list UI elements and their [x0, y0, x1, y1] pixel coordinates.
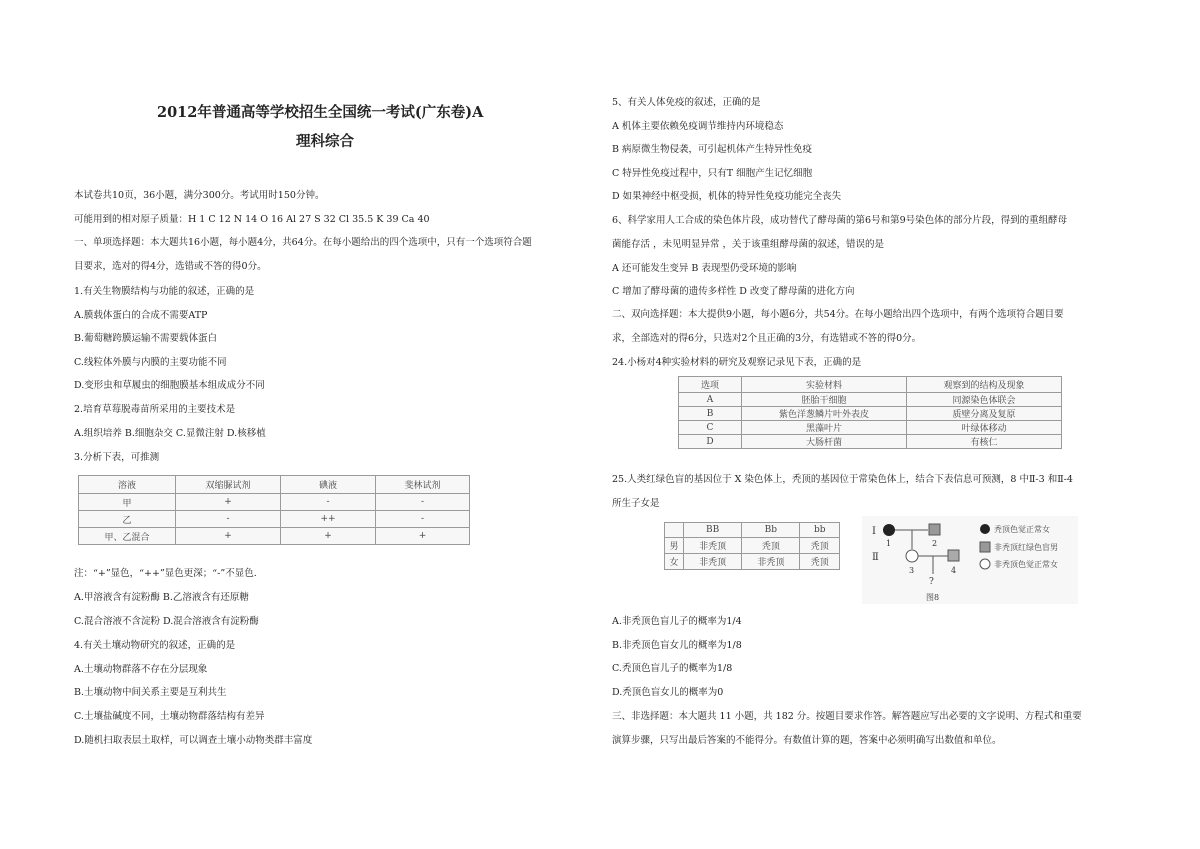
q1-option-a: A.膜载体蛋白的合成不需要ATP — [74, 310, 208, 321]
section3-line-1: 三、非选择题：本大题共 11 小题，共 182 分。按题目要求作答。解答题应写出必要的文字说明、方程式和重要 — [612, 711, 1082, 722]
legend-label: 非秃顶红绿色盲男 — [994, 543, 1058, 552]
q3-table — [78, 475, 470, 545]
table-cell: C — [679, 421, 742, 435]
q4-option-d: D.随机扫取表层土取样，可以调查土壤小动物类群丰富度 — [74, 735, 313, 746]
table-cell: 叶绿体移动 — [907, 421, 1062, 435]
table-cell: - — [176, 511, 281, 528]
legend-label: 秃顶色觉正常女 — [994, 525, 1050, 534]
table-cell: 女 — [665, 554, 684, 570]
section1-line-1: 一、单项选择题：本大题共16小题，每小题4分，共64分。在每小题给出的四个选项中，只有一个选项符合题 — [74, 237, 532, 248]
section2-line-1: 二、双向选择题：本大提供9小题，每小题6分，共54分。在每小题给出四个选项中，有两个选项符合题目要 — [612, 309, 1064, 320]
intro-line-2: 可能用到的相对原子质量：H 1 C 12 N 14 O 16 Al 27 S 32 Cl 35.5 K 39 Ca 40 — [74, 214, 430, 225]
q1-option-d: D.变形虫和草履虫的细胞膜基本组成成分不同 — [74, 380, 265, 391]
q2-options: A.组织培养 B.细胞杂交 C.显微注射 D.核移植 — [74, 428, 266, 439]
table-cell: 秃顶 — [800, 554, 840, 570]
table-cell: 甲、乙混合 — [79, 528, 176, 545]
q1-stem: 1.有关生物膜结构与功能的叙述，正确的是 — [74, 286, 255, 297]
table-header: bb — [800, 523, 840, 538]
table-cell: A — [679, 393, 742, 407]
table-cell: D — [679, 435, 742, 449]
page-title: 2012年普通高等学校招生全国统一考试(广东卷)A — [157, 104, 484, 121]
pedigree-female-3 — [906, 550, 918, 562]
legend-male-colorblind-icon — [980, 542, 990, 552]
q5-option-c: C 特异性免疫过程中，只有T 细胞产生记忆细胞 — [612, 168, 813, 179]
table-cell: 男 — [665, 538, 684, 554]
q6-stem-1: 6、科学家用人工合成的染色体片段，成功替代了酵母菌的第6号和第9号染色体的部分片段，得到的重组酵母 — [612, 215, 1068, 226]
q5-stem: 5、有关人体免疫的叙述，正确的是 — [612, 97, 761, 108]
table-header: 双缩脲试剂 — [176, 476, 281, 494]
q24-stem: 24.小杨对4种实验材料的研究及观察记录见下表，正确的是 — [612, 357, 862, 368]
table-header: 实验材料 — [742, 377, 907, 393]
table-cell: 秃顶 — [742, 538, 800, 554]
q5-option-a: A 机体主要依赖免疫调节维持内环境稳态 — [612, 121, 784, 132]
table-header: 选项 — [679, 377, 742, 393]
pedigree-number: 4 — [951, 566, 957, 575]
q3-options-ab: A.甲溶液含有淀粉酶 B.乙溶液含有还原糖 — [74, 592, 249, 603]
q24-table — [678, 376, 1062, 449]
q1-option-b: B.葡萄糖跨膜运输不需要载体蛋白 — [74, 333, 218, 344]
generation-1-label: Ⅰ — [872, 526, 876, 537]
q25-option-b: B.非秃顶色盲女儿的概率为1/8 — [612, 640, 742, 651]
table-cell: - — [281, 494, 376, 511]
table-cell: + — [176, 494, 281, 511]
table-header: BB — [684, 523, 742, 538]
q6-options-ab: A 还可能发生变异 B 表现型仍受环境的影响 — [612, 263, 797, 274]
table-cell: 非秃顶 — [742, 554, 800, 570]
q4-option-a: A.土壤动物群落不存在分层现象 — [74, 664, 208, 675]
table-cell: 乙 — [79, 511, 176, 528]
q5-option-b: B 病原微生物侵袭，可引起机体产生特异性免疫 — [612, 144, 813, 155]
q25-option-d: D.秃顶色盲女儿的概率为0 — [612, 687, 724, 698]
q2-stem: 2.培育草莓脱毒苗所采用的主要技术是 — [74, 404, 236, 415]
q25-stem-1: 25.人类红绿色盲的基因位于 X 染色体上，秃顶的基因位于常染色体上，结合下表信息可预测，8 中Ⅱ-3 和Ⅱ-4 — [612, 474, 1073, 485]
pedigree-female-1 — [883, 524, 895, 536]
q5-option-d: D 如果神经中枢受损，机体的特异性免疫功能完全丧失 — [612, 191, 842, 202]
table-header: Bb — [742, 523, 800, 538]
generation-2-label: Ⅱ — [872, 552, 879, 563]
table-cell: + — [376, 528, 470, 545]
q4-option-c: C.土壤盐碱度不同，土壤动物群落结构有差异 — [74, 711, 265, 722]
q1-option-c: C.线粒体外膜与内膜的主要功能不同 — [74, 357, 227, 368]
table-cell: 紫色洋葱鳞片叶外表皮 — [742, 407, 907, 421]
q6-stem-2: 菌能存活 ，未见明显异常 ，关于该重组酵母菌的叙述，错误的是 — [612, 239, 885, 250]
table-cell: 同源染色体联会 — [907, 393, 1062, 407]
pedigree-male-2 — [929, 524, 940, 535]
pedigree-number: 1 — [886, 539, 892, 548]
table-cell: 质壁分离及复原 — [907, 407, 1062, 421]
table-cell: - — [376, 494, 470, 511]
table-cell: 秃顶 — [800, 538, 840, 554]
table-header: 溶液 — [79, 476, 176, 494]
legend-female-bald-icon — [980, 524, 990, 534]
q25-option-c: C.秃顶色盲儿子的概率为1/8 — [612, 663, 733, 674]
section1-line-2: 目要求，选对的得4分，选错或不答的得0分。 — [74, 261, 267, 272]
table-cell: 胚胎干细胞 — [742, 393, 907, 407]
pedigree-male-4 — [948, 550, 959, 561]
table-cell: 甲 — [79, 494, 176, 511]
page-subtitle: 理科综合 — [296, 133, 354, 150]
section2-line-2: 求，全部选对的得6分，只选对2个且正确的3分，有选错或不答的得0分。 — [612, 333, 922, 344]
section3-line-2: 演算步骤，只写出最后答案的不能得分。有数值计算的题，答案中必须明确写出数值和单位。 — [612, 735, 1002, 746]
table-cell: + — [281, 528, 376, 545]
table-cell: + — [176, 528, 281, 545]
table-cell: 大肠杆菌 — [742, 435, 907, 449]
q25-option-a: A.非秃顶色盲儿子的概率为1/4 — [612, 616, 742, 627]
table-header: 碘液 — [281, 476, 376, 494]
table-cell: - — [376, 511, 470, 528]
table-cell: 非秃顶 — [684, 554, 742, 570]
q25-table — [664, 522, 840, 570]
table-header — [665, 523, 684, 538]
table-cell: 黑藻叶片 — [742, 421, 907, 435]
q6-options-cd: C 增加了酵母菌的遗传多样性 D 改变了酵母菌的进化方向 — [612, 286, 855, 297]
q3-options-cd: C.混合溶液不含淀粉 D.混合溶液含有淀粉酶 — [74, 616, 259, 627]
table-cell: 有核仁 — [907, 435, 1062, 449]
figure-caption: 图8 — [926, 593, 940, 602]
q4-option-b: B.土壤动物中间关系主要是互利共生 — [74, 687, 227, 698]
q3-note: 注：“+”显色，“++”显色更深；“-”不显色. — [74, 568, 257, 579]
legend-female-normal-icon — [980, 559, 990, 569]
pedigree-unknown: ? — [929, 577, 934, 587]
q25-stem-2: 所生子女是 — [612, 498, 660, 509]
q3-stem: 3.分析下表，可推测 — [74, 452, 160, 463]
table-cell: B — [679, 407, 742, 421]
table-header: 观察到的结构及现象 — [907, 377, 1062, 393]
legend-label: 非秃顶色觉正常女 — [994, 560, 1058, 569]
table-cell: 非秃顶 — [684, 538, 742, 554]
table-header: 斐林试剂 — [376, 476, 470, 494]
q4-stem: 4.有关土壤动物研究的叙述，正确的是 — [74, 640, 236, 651]
pedigree-number: 2 — [932, 539, 938, 548]
pedigree-figure — [862, 516, 1078, 604]
intro-line-1: 本试卷共10页，36小题，满分300分。考试用时150分钟。 — [74, 190, 325, 201]
table-cell: ++ — [281, 511, 376, 528]
pedigree-number: 3 — [909, 566, 915, 575]
